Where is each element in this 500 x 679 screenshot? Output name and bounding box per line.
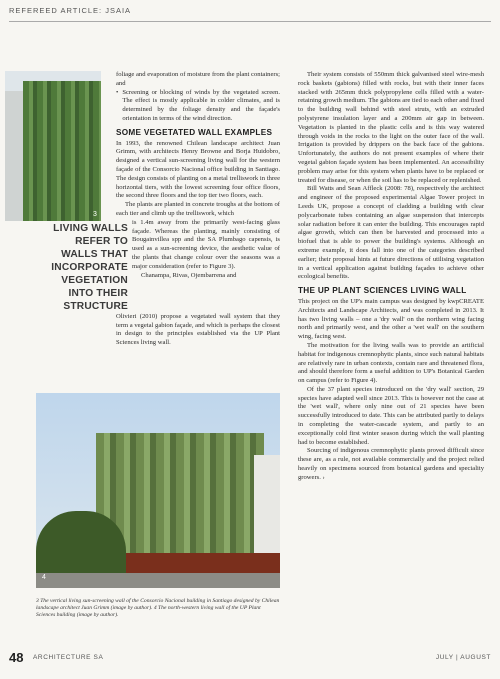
paragraph: The plants are planted in concrete troughs at the bottom of each tier and climb up the trelliswork, which <box>116 201 280 217</box>
section-heading-living-wall: THE UP PLANT SCIENCES LIVING WALL <box>298 286 467 296</box>
bullet-item <box>116 89 280 124</box>
continued-paragraph: foliage and evaporation of moisture from the plant containers; and <box>116 71 280 87</box>
paragraph: Their system consists of 550mm thick galvanised steel wire-mesh rock baskets (gabions) filled with rocks, but with their inner faces stacked with 265mm thick polypropylene cells filled with a water-retaining growth medium. The gabions are tied to each other and fixed to the building wall behind with steel struts, with an extruded polystyrene insulation layer and a 200mm air gap in between. Vegetation is planted in the plastic cells and is this way watered through voids in the rocks to the light on the outer face of the wall. Irrigation is provided by drippers on the back face of the gabions. Unfortunately, the authors do not present examples of where their vegetal gabion façade system has been implemented. An accessibility problem may arise for this system when plants have to be replaced or treated for disease, or when the soil has to be replaced or replenished. <box>298 71 484 184</box>
paragraph: is 1.4m away from the primarily west-facing glass façade. Whereas the planting, mainly consisting of Bougainvillea spp and the SA Plumbago capensis, is used as a sun-screening device, the aesthetic value of the plants that change colour over the seasons was a major consideration (refer to Figure 3). <box>132 218 280 270</box>
text-column-2 <box>298 71 484 483</box>
figure-3-living-wall <box>23 81 101 221</box>
header-divider <box>9 21 491 22</box>
figure-caption: 3 The vertical living sun-screening wall of the Consorcio Nacional building in Santiago designed by Chilean landscape architect Juan Grimm (image by author). 4 The north-western living wall of the UP Plant Sciences building (image by author). <box>36 598 280 618</box>
pull-quote: LIVING WALLS REFER TO WALLS THAT INCORPORATE VEGETATION INTO THEIR STRUCTURE <box>51 222 128 312</box>
figure-4-road <box>36 573 280 588</box>
paragraph <box>298 447 484 482</box>
figure-3-photo <box>5 71 101 221</box>
section-heading-examples: SOME VEGETATED WALL EXAMPLES <box>116 127 273 137</box>
text-column-1 <box>51 71 280 348</box>
pullquote-wrap <box>51 218 280 313</box>
figure-4-side-building <box>254 455 280 567</box>
paragraph: Of the 37 plant species introduced on the 'dry wall' section, 29 species have adapted well since 2013. This is however not the case at the 'wet wall', where only nine out of 21 species have been successfully introduced to date. This can be attributed partly to delays in completing the water-cascade system, and partly to an exceptionally cold first winter season during which the wall planting had to become established. <box>298 385 484 446</box>
paragraph: In 1993, the renowned Chilean landscape architect Juan Grimm, with architects Henry Browne and Borja Huidobro, designed a vertical sun-screening living wall for the western façade of the Consorcio Nacional office building in Santiago. The design consists of planting on a metal trelliswork in three horizontal tiers, with the lowest screening four office floors, the second three floors and the top tier two floors, each. <box>116 139 280 200</box>
paragraph: The motivation for the living walls was to provide an artificial habitat for indigenous cremnophytic plants, since such natural habitats are relatively rare in urban contexts, contain rare and threatened flora, and should therefore form a useful addition to UP's Botanical Garden on campus (refer to Figure 4). <box>298 341 484 385</box>
paragraph: Bill Watts and Sean Affleck (2008: 78), respectively the architect and engineer of the proposed experimental Algae Tower project in Leeds UK, propose a concept of cladding a building with clear polycarbonate tubes containing an algae suspension that intercepts solar radiation before it can enter the building. This encourages rapid algae growth, which can then be harvested and processed into a biofuel that is able to power the building's systems. Although an extreme example, it does fall into one of the categories described earlier; their proposal hints at future directions of utilising vegetation in a vertical application against building façades to achieve other ecological benefits. <box>298 185 484 281</box>
issue-date: JULY | AUGUST <box>435 654 491 661</box>
paragraph: This project on the UP's main campus was designed by kwpCREATE Architects and Landscape Architects, and was completed in 2013. It has two living walls – one a 'dry wall' on the northern wing facing north and primarily west, and the other a 'wet wall' on the southern wing, facing west. <box>298 297 484 341</box>
paragraph: Chanampa, Rivas, Ojembarrena and <box>141 271 237 279</box>
bullet-text: Screening or blocking of winds by the vegetated screen. The effect is mostly applicable in colder climates, and is determined by the foliage density and the façade's orientation in terms of the wind direction. <box>122 88 280 122</box>
figure-3-number: 3 <box>93 211 97 218</box>
page-number: 48 <box>9 650 24 665</box>
continue-mark: › <box>322 473 325 481</box>
figure-4-number: 4 <box>42 574 46 581</box>
figure-4-photo <box>36 393 280 588</box>
magazine-name: ARCHITECTURE SA <box>33 654 104 661</box>
wrapped-text <box>132 219 280 313</box>
running-header: REFEREED ARTICLE: JSAIA <box>9 6 132 15</box>
paragraph-text: Sourcing of indigenous cremnophytic plants proved difficult since these are, as a rule, not available commercially and the project relied heavily on specimens sourced from botanical gardens and speciality growers. <box>298 447 484 481</box>
paragraph: Olivieri (2010) propose a vegetated wall system that they term a vegetal gabion façade, and which is perhaps the closest in design to the principles established via the UP Plant Sciences living wall. <box>116 312 280 347</box>
bullet-mark: • <box>116 88 119 96</box>
